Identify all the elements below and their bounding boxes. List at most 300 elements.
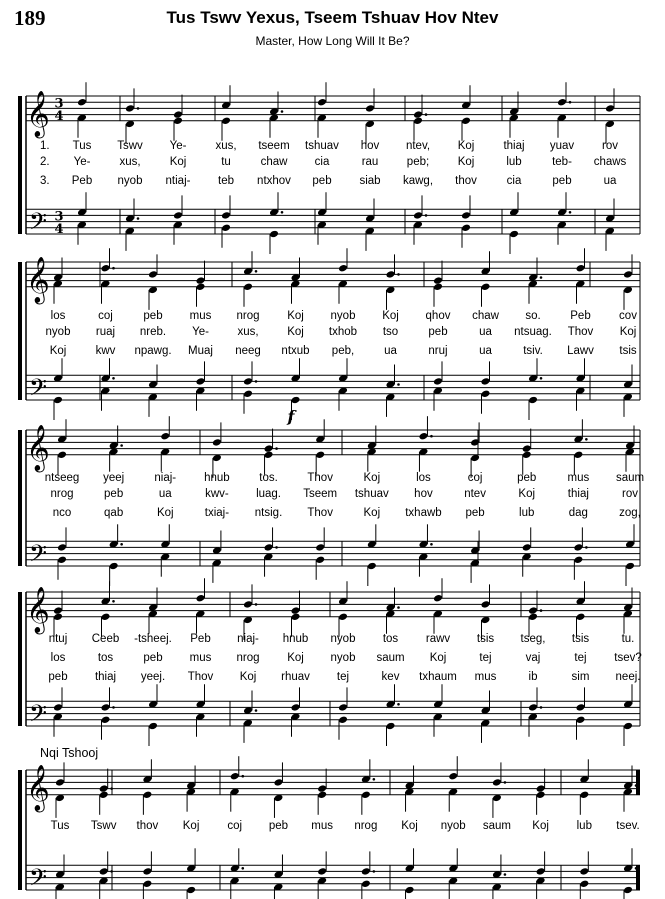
dot — [112, 377, 115, 380]
refrain-label: Nqi Tshooj — [40, 746, 99, 760]
tenor-note — [99, 867, 109, 876]
alto-note — [291, 613, 301, 622]
lyric-syllable: Thov — [567, 326, 594, 338]
alto-note — [413, 117, 423, 126]
dot — [275, 546, 278, 549]
lyric-syllable: sim — [571, 671, 590, 683]
dot — [110, 787, 113, 790]
lyric-syllable: mus — [311, 820, 334, 832]
lyric-syllable: peb — [104, 488, 124, 500]
lyric-syllable: Koj — [401, 820, 418, 832]
lyric-syllable: luag. — [256, 488, 282, 500]
lyric-syllable: hov — [414, 488, 433, 500]
dot — [112, 600, 115, 603]
soprano-note — [522, 444, 532, 453]
lyric-syllable: mus — [189, 652, 212, 664]
hymn-number: 189 — [14, 6, 46, 30]
lyric-syllable: tsev. — [616, 820, 640, 832]
lyric-syllable: Peb — [190, 633, 211, 645]
lyric-syllable: ntsig. — [254, 507, 283, 519]
lyric-syllable: tu. — [621, 633, 635, 645]
soprano-note — [125, 104, 135, 113]
dot — [137, 107, 140, 110]
lyric-syllable: so. — [525, 310, 541, 322]
lyric-syllable: thiaj — [567, 488, 589, 500]
lyric-syllable: peb — [517, 472, 537, 484]
soprano-note — [99, 784, 109, 793]
dot — [430, 435, 433, 438]
dot — [275, 447, 278, 450]
tenor-note — [196, 377, 206, 386]
lyric-syllable: ua — [384, 345, 397, 357]
lyric-syllable: nruj — [428, 345, 448, 357]
dot — [112, 267, 115, 270]
bass-note — [109, 562, 119, 571]
tenor-note — [579, 867, 589, 876]
lyric-syllable: Koj — [287, 310, 304, 322]
lyric-syllable: Tswv — [117, 140, 143, 152]
treble-clef-icon: 𝄞 — [26, 424, 50, 471]
dot — [255, 603, 258, 606]
lyric-syllable: tos — [382, 633, 399, 645]
bass-note — [573, 556, 583, 565]
alto-note — [576, 613, 586, 622]
soprano-note — [160, 432, 170, 441]
verse-number: 1. — [40, 140, 50, 152]
tenor-note — [173, 211, 183, 220]
lyric-syllable: rau — [361, 156, 379, 168]
alto-note — [361, 791, 371, 800]
soprano-note — [291, 606, 301, 615]
lyric-syllable: Peb — [71, 175, 93, 187]
lyric-syllable: peb — [143, 652, 163, 664]
lyric-syllable: Peb — [570, 310, 591, 322]
lyric-syllable: tseg, — [520, 633, 546, 645]
bass-note — [405, 886, 415, 895]
lyric-syllable: tshuav — [305, 140, 339, 152]
lyric-syllable: Ye- — [192, 326, 209, 338]
tenor-note — [53, 703, 63, 712]
bass-note — [148, 722, 158, 731]
lyric-syllable: Lawv — [567, 345, 594, 357]
bass-note — [361, 880, 371, 889]
soprano-note — [470, 438, 480, 447]
verse-number: 2. — [40, 156, 50, 168]
lyric-syllable: Koj — [49, 345, 67, 357]
bass-note — [221, 224, 231, 233]
dot — [504, 873, 507, 876]
alto-note — [101, 613, 111, 622]
lyric-syllable: los — [50, 310, 66, 322]
bass-note — [101, 716, 111, 725]
alto-note — [99, 791, 109, 800]
lyric-syllable: thov — [136, 820, 159, 832]
lyric-syllable: peb — [143, 310, 163, 322]
soprano-note — [173, 110, 183, 119]
lyric-syllable: hnub — [204, 472, 230, 484]
lyric-syllable: Koj — [619, 326, 637, 338]
bass-note — [53, 396, 63, 405]
soprano-note — [605, 104, 615, 113]
tenor-note — [221, 211, 231, 220]
soprano-note — [77, 98, 87, 107]
bass-note — [481, 390, 491, 399]
lyric-syllable: niaj- — [154, 472, 177, 484]
bass-note — [243, 390, 253, 399]
tenor-note — [522, 543, 532, 552]
lyric-syllable: saum — [615, 472, 645, 484]
lyric-syllable: thiaj — [503, 140, 525, 152]
soprano-note — [148, 270, 158, 279]
system-bracket — [18, 592, 22, 726]
bass-note — [625, 562, 635, 571]
dot — [112, 706, 115, 709]
lyric-syllable: neeg — [235, 345, 261, 357]
lyric-syllable: Tus — [72, 140, 92, 152]
lyric-syllable: qhov — [425, 310, 451, 322]
lyric-syllable: Koj — [457, 140, 475, 152]
soprano-note — [338, 264, 348, 273]
tenor-note — [573, 543, 583, 552]
lyric-syllable: zog, — [619, 507, 641, 519]
lyric-syllable: -tsheej. — [134, 633, 172, 645]
soprano-note — [418, 432, 428, 441]
lyric-syllable: nyob — [330, 633, 356, 645]
dot — [540, 276, 543, 279]
dot — [635, 867, 638, 870]
lyric-syllable: los — [416, 472, 431, 484]
lyric-syllable: chaw — [260, 156, 288, 168]
lyric-syllable: thiaj — [94, 671, 117, 683]
soprano-note — [230, 772, 240, 781]
soprano-note — [433, 594, 443, 603]
alto-note — [53, 613, 63, 622]
time-signature: 3 — [54, 209, 64, 225]
lyric-syllable: Koj — [429, 652, 447, 664]
tenor-note — [264, 543, 274, 552]
lyric-syllable: tej — [574, 652, 587, 664]
lyric-syllable: saum — [482, 820, 511, 832]
lyric-syllable: ntuj — [48, 633, 68, 645]
tenor-note — [528, 703, 538, 712]
lyric-syllable: Koj — [156, 507, 174, 519]
dot — [540, 377, 543, 380]
lyric-syllable: ntseeg — [44, 472, 80, 484]
lyric-syllable: Thov — [307, 472, 333, 484]
lyric-syllable: txhawb — [405, 507, 442, 519]
tenor-note — [243, 377, 253, 386]
bass-note — [579, 880, 589, 889]
system-bracket — [18, 96, 22, 234]
bass-clef-icon: 𝄢 — [28, 539, 48, 573]
soprano-note — [413, 110, 423, 119]
hymn-title: Tus Tswv Yexus, Tseem Tshuav Hov Ntev — [166, 8, 499, 27]
treble-clef-icon: 𝄞 — [26, 90, 50, 137]
soprano-note — [557, 98, 567, 107]
dot — [281, 110, 284, 113]
lyric-syllable: qab — [104, 507, 124, 519]
tenor-note — [433, 377, 443, 386]
dot — [425, 113, 428, 116]
soprano-note — [317, 98, 327, 107]
lyric-syllable: rhuav — [281, 671, 310, 683]
lyric-syllable: lub — [519, 507, 535, 519]
alto-note — [522, 451, 532, 460]
lyric-syllable: mus — [189, 310, 212, 322]
lyric-syllable: Koj — [363, 507, 381, 519]
lyric-syllable: tos. — [259, 472, 278, 484]
lyric-syllable: Koj — [532, 820, 549, 832]
dot — [425, 214, 428, 217]
lyric-syllable: kwv — [95, 345, 116, 357]
soprano-note — [365, 104, 375, 113]
soprano-note — [528, 606, 538, 615]
lyric-syllable: ua — [479, 326, 492, 338]
dot — [569, 101, 572, 104]
lyric-syllable: ua — [603, 175, 617, 187]
soprano-note — [243, 600, 253, 609]
lyric-syllable: peb — [268, 820, 289, 832]
lyric-syllable: Koj — [169, 156, 187, 168]
soprano-note — [53, 606, 63, 615]
lyric-syllable: tos — [97, 652, 114, 664]
lyric-syllable: peb; — [406, 156, 430, 168]
lyric-syllable: tsis — [476, 633, 495, 645]
soprano-note — [448, 772, 458, 781]
lyric-syllable: peb — [465, 507, 485, 519]
lyric-syllable: txhaum — [419, 671, 457, 683]
dot — [373, 778, 376, 781]
lyric-syllable: ntiaj- — [165, 175, 191, 187]
soprano-note — [196, 276, 206, 285]
lyric-syllable: nyob — [330, 310, 356, 322]
tenor-note — [291, 703, 301, 712]
lyric-syllable: niaj- — [237, 633, 259, 645]
dot — [430, 543, 433, 546]
lyric-syllable: txiaj- — [204, 507, 230, 519]
dot — [281, 211, 284, 214]
soprano-note — [386, 270, 396, 279]
dynamic-forte: f — [287, 407, 295, 426]
lyric-syllable: neej. — [615, 671, 641, 683]
lyric-syllable: Ye- — [169, 140, 187, 152]
treble-clef-icon: 𝄞 — [26, 764, 50, 811]
final-barline — [636, 770, 640, 795]
soprano-note — [317, 784, 327, 793]
lyric-syllable: vaj — [525, 652, 541, 664]
lyric-syllable: rov — [602, 140, 618, 152]
tenor-note — [361, 867, 371, 876]
bass-note — [186, 886, 196, 895]
lyric-syllable: xus, — [215, 140, 237, 152]
alto-note — [173, 117, 183, 126]
lyric-syllable: Ye- — [73, 156, 91, 168]
dot — [569, 211, 572, 214]
soprano-note — [264, 444, 274, 453]
dot — [397, 273, 400, 276]
alto-note — [196, 283, 206, 292]
bass-note — [509, 230, 519, 239]
hymn-subtitle: Master, How Long Will It Be? — [255, 34, 410, 48]
lyric-syllable: yeej. — [140, 671, 166, 683]
lyric-syllable: nrog — [236, 652, 260, 664]
lyric-syllable: Koj — [363, 472, 381, 484]
bass-note — [142, 880, 152, 889]
lyric-syllable: nco — [52, 507, 72, 519]
alto-note — [57, 451, 67, 460]
lyric-syllable: ib — [528, 671, 538, 683]
lyric-syllable: saum — [376, 652, 405, 664]
bass-note — [461, 224, 471, 233]
lyric-syllable: mus — [567, 472, 590, 484]
tenor-note — [101, 703, 111, 712]
bass-clef-icon: 𝄢 — [28, 863, 48, 897]
lyric-syllable: peb — [312, 175, 332, 187]
lyric-syllable: nyob — [440, 820, 466, 832]
lyric-syllable: hnub — [282, 633, 309, 645]
lyric-syllable: ntxub — [281, 345, 310, 357]
lyric-syllable: yuav — [549, 140, 575, 152]
bass-note — [528, 396, 538, 405]
lyric-syllable: chaw — [472, 310, 499, 322]
dot — [540, 609, 543, 612]
lyric-syllable: Muaj — [188, 345, 213, 357]
alto-note — [221, 117, 231, 126]
lyric-syllable: ntsuag. — [514, 326, 552, 338]
lyric-syllable: Koj — [287, 652, 304, 664]
time-signature: 3 — [54, 96, 64, 112]
alto-note — [573, 451, 583, 460]
lyric-syllable: tso — [382, 326, 399, 338]
lyric-syllable: Koj — [182, 820, 200, 832]
lyric-syllable: rawv — [425, 633, 451, 645]
lyric-syllable: coj — [98, 310, 113, 322]
treble-clef-icon: 𝄞 — [26, 586, 50, 633]
alto-note — [142, 791, 152, 800]
lyric-syllable: peb, — [331, 345, 355, 357]
lyric-syllable: kev — [381, 671, 400, 683]
lyric-syllable: Ceeb — [91, 633, 120, 645]
lyric-syllable: rov — [622, 488, 638, 500]
lyric-syllable: kawg, — [402, 175, 434, 187]
bass-note — [269, 230, 279, 239]
dot — [585, 546, 588, 549]
lyric-syllable: Thov — [307, 507, 333, 519]
alto-note — [338, 613, 348, 622]
tenor-note — [481, 377, 491, 386]
lyric-syllable: Koj — [518, 488, 536, 500]
system-bracket — [18, 262, 22, 400]
lyric-syllable: kwv- — [205, 488, 229, 500]
lyric-syllable: lub — [506, 156, 522, 168]
lyric-syllable: Koj — [287, 326, 304, 338]
lyric-syllable: hov — [360, 140, 380, 152]
alto-note — [536, 791, 546, 800]
dot — [585, 438, 588, 441]
lyric-syllable: nrog — [236, 310, 260, 322]
soprano-note — [212, 438, 222, 447]
dot — [504, 781, 507, 784]
dot — [255, 380, 258, 383]
dot — [397, 703, 400, 706]
treble-clef-icon: 𝄞 — [26, 256, 50, 303]
lyric-syllable: tsis — [571, 633, 590, 645]
soprano-note — [623, 270, 633, 279]
lyric-syllable: ruaj — [95, 326, 116, 338]
lyric-syllable: peb — [552, 175, 572, 187]
lyric-syllable: thov — [455, 175, 477, 187]
system-bracket — [18, 770, 22, 890]
bass-clef-icon: 𝄢 — [28, 373, 48, 407]
soprano-note — [576, 264, 586, 273]
alto-note — [433, 283, 443, 292]
lyric-syllable: tsis — [619, 345, 637, 357]
bass-note — [623, 722, 633, 731]
lyric-syllable: ua — [479, 345, 492, 357]
verse-number: 3. — [40, 175, 50, 187]
alto-note — [243, 283, 253, 292]
soprano-note — [196, 594, 206, 603]
lyric-syllable: peb — [428, 326, 448, 338]
bass-note — [338, 716, 348, 725]
alto-note — [528, 613, 538, 622]
soprano-note — [433, 276, 443, 285]
lyric-syllable: Koj — [382, 310, 399, 322]
dot — [397, 606, 400, 609]
bass-note — [623, 886, 633, 895]
time-signature: 4 — [54, 108, 64, 124]
bass-clef-icon: 𝄢 — [28, 699, 48, 733]
dot — [255, 270, 258, 273]
alto-note — [264, 451, 274, 460]
lyric-syllable: nyob — [117, 175, 143, 187]
lyric-syllable: lub — [576, 820, 592, 832]
lyric-syllable: nrog — [50, 488, 74, 500]
lyric-syllable: tu — [221, 156, 231, 168]
soprano-note — [101, 264, 111, 273]
tenor-note — [317, 867, 327, 876]
lyric-syllable: Tswv — [90, 820, 117, 832]
tenor-note — [536, 867, 546, 876]
lyric-syllable: nreb. — [139, 326, 167, 338]
lyric-syllable: cov — [619, 310, 637, 322]
soprano-note — [492, 778, 502, 787]
lyric-syllable: yeej — [103, 472, 125, 484]
tenor-note — [413, 211, 423, 220]
dot — [635, 784, 638, 787]
dot — [137, 217, 140, 220]
bass-note — [367, 562, 377, 571]
lyric-syllable: Koj — [239, 671, 257, 683]
lyric-syllable: Koj — [457, 156, 475, 168]
bass-clef-icon: 𝄢 — [28, 207, 48, 241]
lyric-syllable: los — [50, 652, 66, 664]
lyric-syllable: coj — [227, 820, 243, 832]
lyric-syllable: nrog — [354, 820, 378, 832]
lyric-syllable: cia — [506, 175, 522, 187]
dot — [241, 775, 244, 778]
dot — [120, 543, 123, 546]
dot — [241, 867, 244, 870]
lyric-syllable: ntev — [464, 488, 486, 500]
lyric-syllable: nyob — [45, 326, 71, 338]
lyric-syllable: npawg. — [134, 345, 172, 357]
alto-note — [481, 283, 491, 292]
lyric-syllable: tshuav — [354, 488, 389, 500]
alto-note — [315, 451, 325, 460]
lyric-syllable: Thov — [187, 671, 214, 683]
time-signature: 4 — [54, 222, 64, 237]
